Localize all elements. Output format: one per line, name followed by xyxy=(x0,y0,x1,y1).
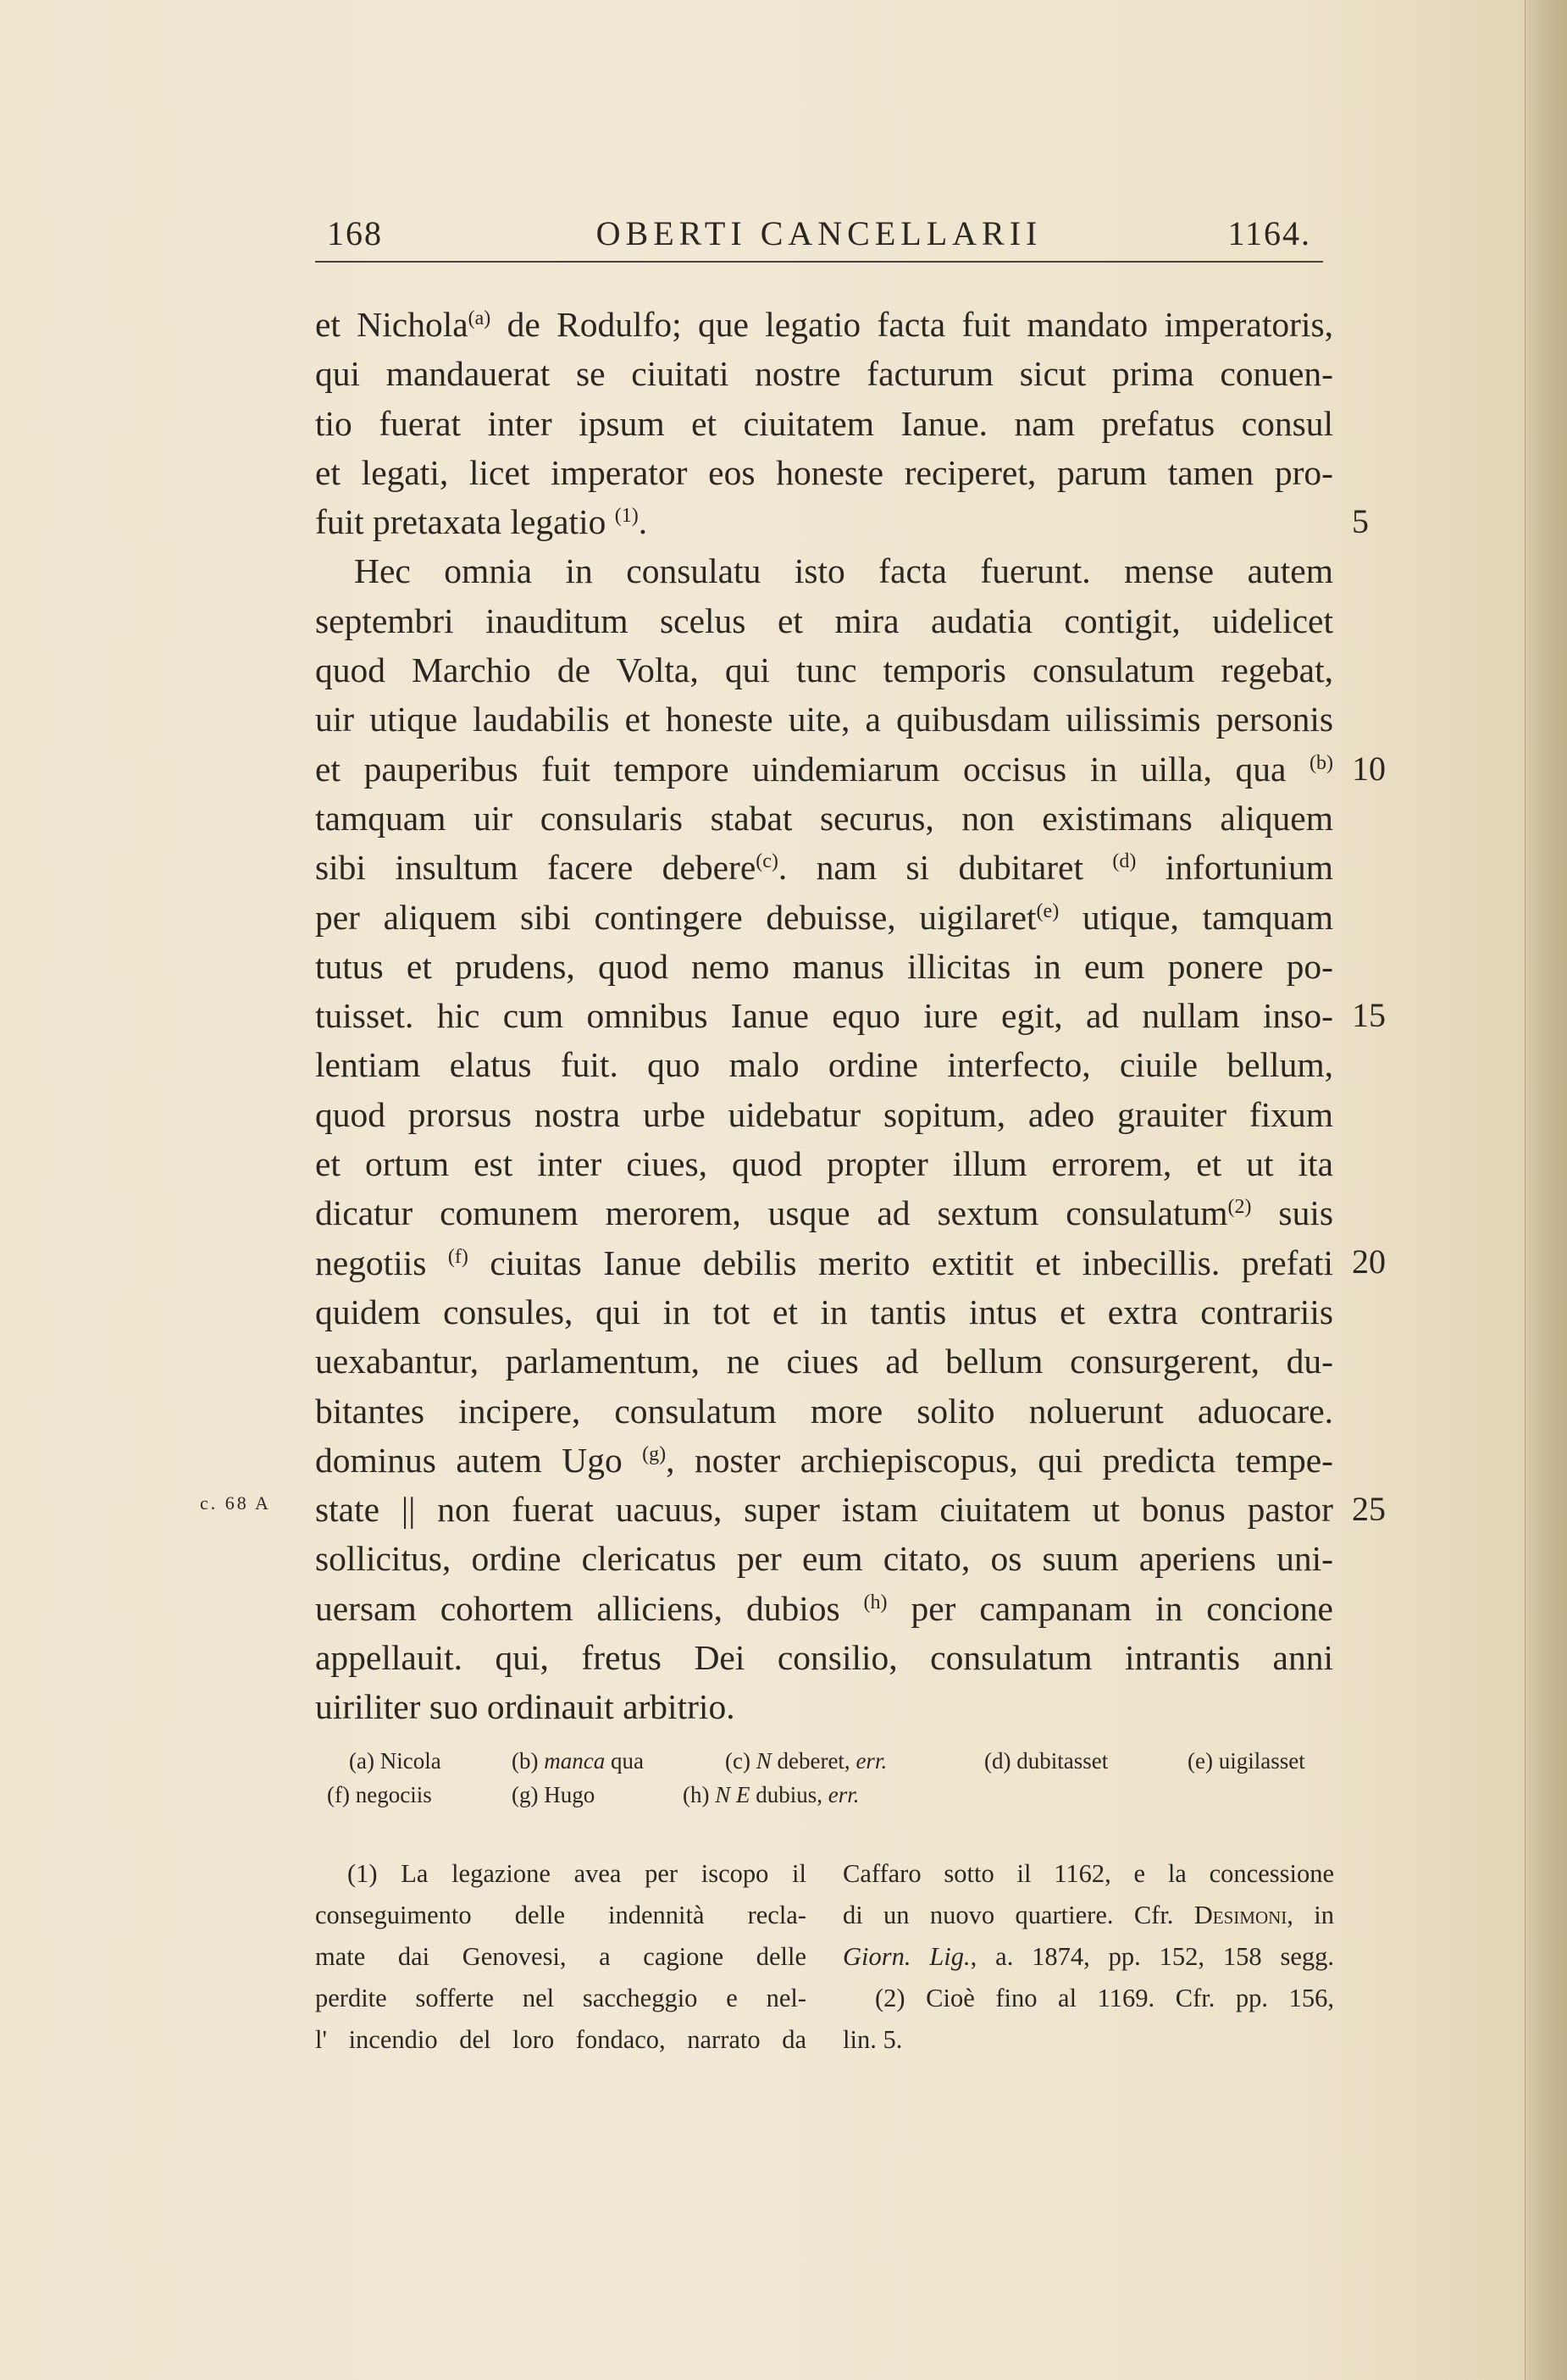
footnote-line: di un nuovo quartiere. Cfr. Desimoni, in xyxy=(843,1901,1334,1929)
footnote-line: mate dai Genovesi, a cagione delle xyxy=(315,1942,806,1971)
variant-h: (h) N E dubius, err. xyxy=(683,1782,860,1807)
text-line-10 xyxy=(315,744,1333,794)
footnote-line: l' incendio del loro fondaco, narrato da xyxy=(315,2025,806,2054)
variant-b: (b) manca qua xyxy=(512,1748,644,1774)
text-run: infortunium xyxy=(1136,848,1333,888)
text-line-23 xyxy=(315,1386,1333,1436)
text-run: uexabantur, parlamentum, ne ciues ad bellum consurgerent, du- xyxy=(315,1342,1333,1381)
text-line-5 xyxy=(315,497,1333,546)
text-run: tuisset. hic cum omnibus Ianue equo iure egit, ad nullam inso- xyxy=(315,996,1333,1036)
text-run: Hec omnia in consulatu isto facta fuerunt. mense autem xyxy=(354,551,1333,591)
text-run: state || non fuerat uacuus, super istam ciuitatem ut bonus pastor xyxy=(315,1490,1333,1530)
text-line-8 xyxy=(315,645,1333,695)
page-number: 168 xyxy=(327,214,383,252)
running-title: OBERTI CANCELLARII xyxy=(595,214,1043,252)
text-run: . xyxy=(638,502,648,542)
footnote-line: (1) La legazione avea per iscopo il xyxy=(347,1859,806,1888)
main-text xyxy=(315,300,1333,1732)
text-run: . nam si dubitaret xyxy=(778,848,1113,888)
text-run: et Nichola xyxy=(315,305,468,344)
text-run: de Rodulfo; que legatio facta fuit mandato imperatoris, xyxy=(490,305,1333,344)
text-line-12 xyxy=(315,843,1333,892)
footnote-line: Caffaro sotto il 1162, e la concessione xyxy=(843,1859,1334,1888)
footnote-marker: (e) xyxy=(1036,899,1060,922)
variant-e: (e) uigilasset xyxy=(1188,1748,1305,1774)
text-run: ciuitas Ianue debilis merito extitit et inbecillis. prefati xyxy=(468,1243,1333,1282)
text-run: sollicitus, ordine clericatus per eum citato, os suum aperiens uni- xyxy=(315,1539,1333,1579)
text-line-6 xyxy=(315,546,1333,595)
text-run: uersam cohortem alliciens, dubios xyxy=(315,1588,864,1628)
variant-row-1 xyxy=(315,1748,1333,1782)
text-line-26 xyxy=(315,1534,1333,1583)
text-run: sibi insultum facere debere xyxy=(315,848,756,888)
text-line-9 xyxy=(315,695,1333,744)
text-run: tutus et prudens, quod nemo manus illicitas in eum ponere po- xyxy=(315,946,1333,986)
running-year: 1164. xyxy=(1227,214,1311,252)
folio-margin-note: c. 68 A xyxy=(200,1492,271,1514)
text-run: et ortum est inter ciues, quod propter illum errorem, et ut ita xyxy=(315,1144,1333,1184)
footnote-line: Giorn. Lig., a. 1874, pp. 152, 158 segg. xyxy=(843,1942,1334,1971)
text-line-11 xyxy=(315,794,1333,843)
text-line-29 xyxy=(315,1682,1333,1731)
text-run: suis xyxy=(1251,1193,1333,1233)
text-line-1 xyxy=(315,300,1333,349)
text-line-18 xyxy=(315,1139,1333,1188)
footnotes-right-column xyxy=(843,1853,1334,2061)
text-run: quidem consules, qui in tot et in tantis intus et extra contrariis xyxy=(315,1292,1333,1331)
footnote-marker: (2) xyxy=(1227,1196,1252,1219)
line-number-5: 5 xyxy=(1352,502,1369,540)
text-run: utique, tamquam xyxy=(1059,897,1333,937)
line-number-10: 10 xyxy=(1352,750,1386,788)
footnote-line: lin. 5. xyxy=(843,2025,903,2054)
text-line-24 xyxy=(315,1436,1333,1485)
footnotes-left-column xyxy=(315,1853,806,2061)
text-line-22 xyxy=(315,1337,1333,1386)
variant-f: (f) negociis xyxy=(327,1782,432,1807)
text-line-14 xyxy=(315,942,1333,991)
running-head xyxy=(315,203,1323,254)
text-line-17 xyxy=(315,1090,1333,1139)
text-run: appellauit. qui, fretus Dei consilio, consulatum intrantis anni xyxy=(315,1638,1333,1678)
text-line-4 xyxy=(315,448,1333,497)
footnote-marker: (c) xyxy=(756,850,778,873)
text-run: qui mandauerat se ciuitati nostre facturum sicut prima conuen- xyxy=(315,354,1333,394)
text-line-7 xyxy=(315,596,1333,645)
line-number-20: 20 xyxy=(1352,1243,1386,1281)
footnote-marker: (g) xyxy=(642,1442,667,1465)
footnote-line: (2) Cioè fino al 1169. Cfr. pp. 156, xyxy=(875,1984,1334,2012)
footnote-marker: (h) xyxy=(863,1591,888,1613)
text-run: et pauperibus fuit tempore uindemiarum occisus in uilla, qua xyxy=(315,749,1310,789)
text-line-25 xyxy=(315,1485,1333,1534)
text-run: uiriliter suo ordinauit arbitrio. xyxy=(315,1687,735,1727)
footnote-line: perdite sofferte nel saccheggio e nel- xyxy=(315,1984,806,2012)
text-run: dicatur comunem merorem, usque ad sextum consulatum xyxy=(315,1193,1228,1233)
variant-row-2 xyxy=(315,1782,1333,1816)
text-line-20 xyxy=(315,1238,1333,1287)
variant-g: (g) Hugo xyxy=(512,1782,595,1807)
line-number-25: 25 xyxy=(1352,1490,1386,1528)
text-line-27 xyxy=(315,1584,1333,1633)
variant-d: (d) dubitasset xyxy=(984,1748,1109,1774)
text-run: dominus autem Ugo xyxy=(315,1440,643,1480)
footnote-marker: (f) xyxy=(447,1245,468,1268)
text-run: negotiis xyxy=(315,1243,448,1282)
text-line-21 xyxy=(315,1287,1333,1337)
text-line-13 xyxy=(315,893,1333,942)
text-run: fuit pretaxata legatio xyxy=(315,502,615,542)
text-run: quod Marchio de Volta, qui tunc temporis consulatum regebat, xyxy=(315,650,1333,690)
variant-apparatus xyxy=(315,1748,1333,1816)
text-run: lentiam elatus fuit. quo malo ordine interfecto, ciuile bellum, xyxy=(315,1045,1333,1085)
text-run: septembri inauditum scelus et mira audatia contigit, uidelicet xyxy=(315,601,1333,640)
footnote-marker: (1) xyxy=(614,505,639,528)
footnote-marker: (b) xyxy=(1310,751,1333,774)
text-run: per aliquem sibi contingere debuisse, uigilaret xyxy=(315,897,1037,937)
text-line-2 xyxy=(315,349,1333,398)
footnote-marker: (a) xyxy=(468,307,491,329)
text-run: tamquam uir consularis stabat securus, non existimans aliquem xyxy=(315,798,1333,838)
text-line-3 xyxy=(315,399,1333,448)
text-run: tio fuerat inter ipsum et ciuitatem Ianue. nam prefatus consul xyxy=(315,403,1333,443)
header-rule xyxy=(315,261,1323,263)
text-line-15 xyxy=(315,991,1333,1040)
variant-c: (c) N deberet, err. xyxy=(725,1748,888,1774)
text-line-28 xyxy=(315,1633,1333,1682)
footnote-line: conseguimento delle indennità recla- xyxy=(315,1901,806,1929)
footnote-marker: (d) xyxy=(1112,850,1137,873)
text-run: per campanam in concione xyxy=(887,1588,1333,1628)
text-line-19 xyxy=(315,1188,1333,1237)
text-run: bitantes incipere, consulatum more solito noluerunt aduocare. xyxy=(315,1391,1333,1431)
text-run: quod prorsus nostra urbe uidebatur sopitum, adeo grauiter fixum xyxy=(315,1094,1333,1134)
text-line-16 xyxy=(315,1040,1333,1089)
variant-a: (a) Nicola xyxy=(349,1748,441,1774)
text-run: et legati, licet imperator eos honeste reciperet, parum tamen pro- xyxy=(315,452,1333,492)
text-run: , noster archiepiscopus, qui predicta tempe- xyxy=(666,1440,1333,1480)
line-number-15: 15 xyxy=(1352,996,1386,1034)
page-edge xyxy=(1525,0,1567,2380)
text-run: uir utique laudabilis et honeste uite, a quibusdam uilissimis personis xyxy=(315,700,1333,739)
